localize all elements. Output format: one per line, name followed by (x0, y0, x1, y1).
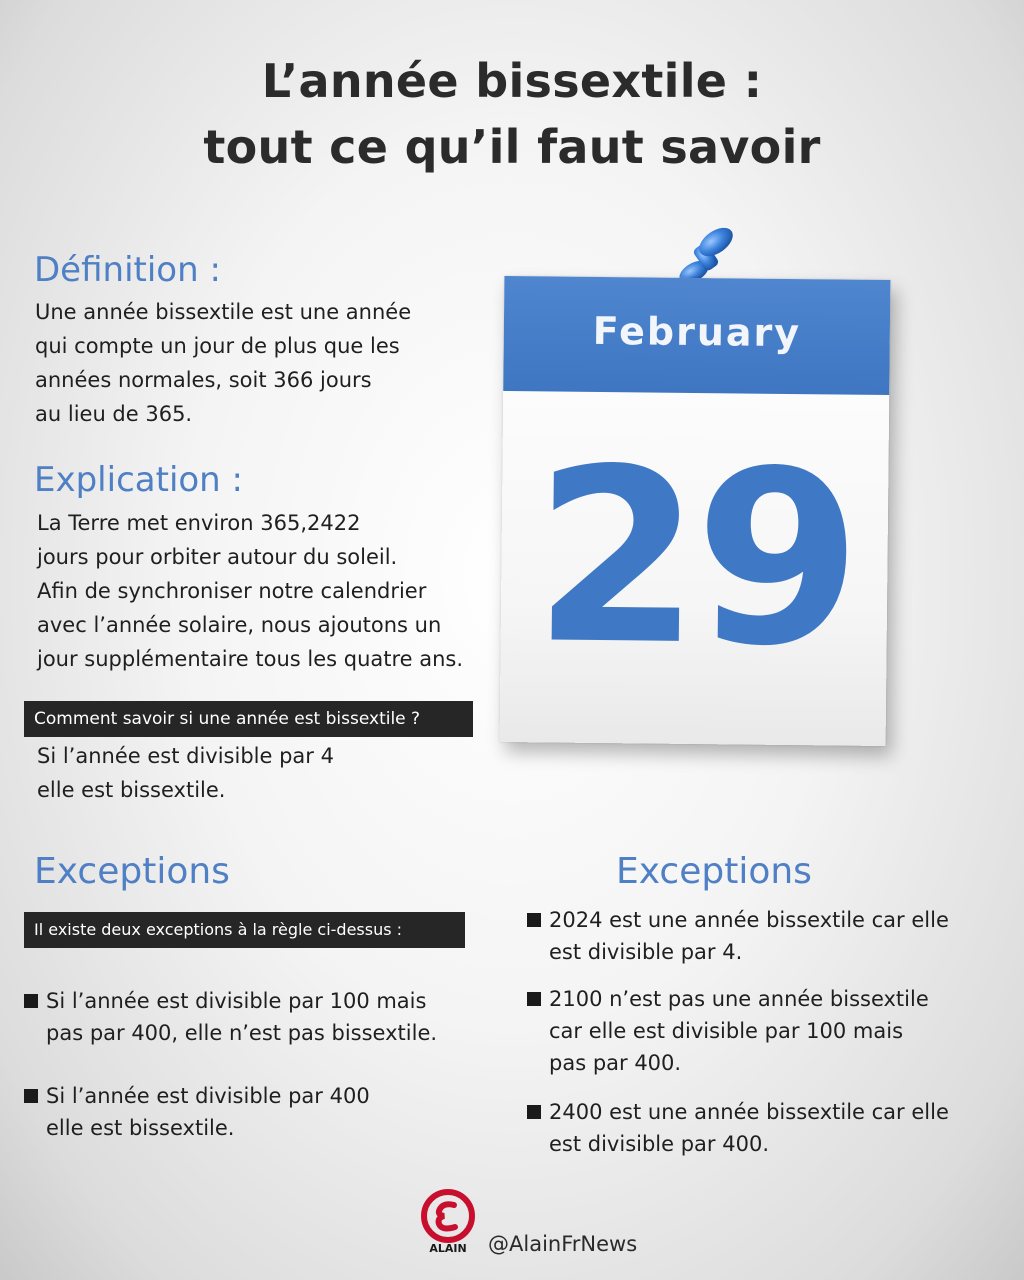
rule-text (37, 739, 334, 807)
exceptions-right-heading: Exceptions (616, 851, 812, 892)
title-line-1: L’année bissextile : (261, 54, 763, 108)
exception-rule-item (24, 1080, 370, 1144)
explication-line: La Terre met environ 365,2422 (37, 511, 361, 535)
exception-rule-line: Si l’année est divisible par 100 mais (46, 989, 427, 1013)
explication-text (37, 506, 463, 676)
calendar-header (503, 276, 890, 395)
exception-example-item (527, 1096, 949, 1160)
exception-rule-line: elle est bissextile. (46, 1116, 235, 1140)
exception-example-line: 2400 est une année bissextile car elle (549, 1100, 949, 1124)
rule-line: Si l’année est divisible par 4 (37, 744, 334, 768)
exceptions-intro-bar: Il existe deux exceptions à la règle ci-dessus : (24, 912, 465, 948)
brand-logo (420, 1188, 476, 1268)
explication-heading: Explication : (34, 460, 243, 500)
bullet-square-icon (527, 913, 541, 927)
definition-text (35, 295, 411, 431)
definition-line: qui compte un jour de plus que les (35, 334, 400, 358)
calendar-page (500, 276, 891, 746)
bullet-square-icon (24, 994, 38, 1008)
exception-example-line: 2024 est une année bissextile car elle (549, 908, 949, 932)
exception-example-line: pas par 400. (549, 1051, 682, 1075)
title-line-2: tout ce qu’il faut savoir (203, 120, 821, 174)
explication-line: Afin de synchroniser notre calendrier (37, 579, 427, 603)
exception-rule-line: Si l’année est divisible par 400 (46, 1084, 370, 1108)
exception-example-line: est divisible par 4. (549, 940, 743, 964)
definition-line: Une année bissextile est une année (35, 300, 412, 324)
definition-line: années normales, soit 366 jours (35, 368, 372, 392)
exception-example-item (527, 904, 949, 968)
explication-line: jours pour orbiter autour du soleil. (37, 545, 398, 569)
exception-example-line: est divisible par 400. (549, 1132, 769, 1156)
explication-line: avec l’année solaire, nous ajoutons un (37, 613, 442, 637)
rule-line: elle est bissextile. (37, 778, 226, 802)
definition-line: au lieu de 365. (35, 402, 193, 426)
exception-rule-line: pas par 400, elle n’est pas bissextile. (46, 1021, 438, 1045)
exception-rule-item (24, 985, 437, 1049)
calendar-month: February (592, 308, 802, 356)
definition-heading: Définition : (34, 250, 221, 290)
calendar-illustration (488, 222, 908, 782)
social-handle: @AlainFrNews (488, 1232, 638, 1256)
page-title (0, 48, 1024, 180)
rule-question-bar: Comment savoir si une année est bissextile ? (24, 701, 473, 737)
brand-logo-name: ALAIN (429, 1242, 467, 1255)
exceptions-left-heading: Exceptions (34, 851, 230, 892)
explication-line: jour supplémentaire tous les quatre ans. (37, 647, 464, 671)
bullet-square-icon (527, 992, 541, 1006)
exception-example-line: car elle est divisible par 100 mais (549, 1019, 904, 1043)
brand-logo-icon (420, 1188, 476, 1244)
bullet-square-icon (24, 1089, 38, 1103)
bullet-square-icon (527, 1105, 541, 1119)
exception-example-line: 2100 n’est pas une année bissextile (549, 987, 929, 1011)
exception-example-item (527, 983, 929, 1079)
calendar-day: 29 (532, 416, 857, 700)
